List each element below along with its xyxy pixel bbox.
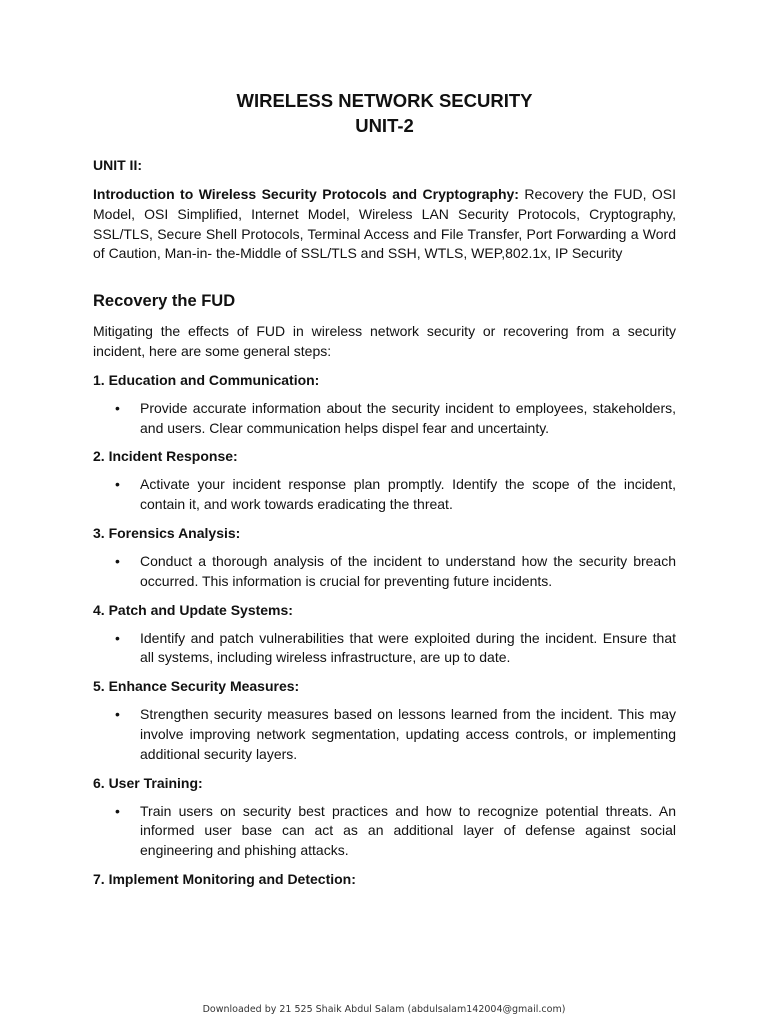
download-footer: Downloaded by 21 525 Shaik Abdul Salam (abdulsalam142004@gmail.com) <box>202 1004 566 1015</box>
step-bullet-text: Train users on security best practices and how to recognize potential threats. An informed user base can act as an additional layer of defense against social engineering and phishing attacks. <box>140 802 676 859</box>
step-bullet-text: Conduct a thorough analysis of the incident to understand how the security breach occurred. This information is crucial for preventing future incidents. <box>140 552 676 589</box>
step-item <box>93 370 676 439</box>
bullet-dot-icon: • <box>115 629 120 646</box>
step-item <box>93 676 676 764</box>
document-page <box>93 88 676 889</box>
step-item <box>93 446 676 515</box>
bullet-dot-icon: • <box>115 802 120 819</box>
step-item <box>93 773 676 861</box>
bullet-dot-icon: • <box>115 552 120 569</box>
step-bullet-text: Identify and patch vulnerabilities that were exploited during the incident. Ensure that all systems, including wireless infrastructure, are up to date. <box>140 629 676 666</box>
step-item <box>93 523 676 592</box>
step-heading: 5. Enhance Security Measures: <box>93 678 300 695</box>
intro-paragraph <box>93 185 676 264</box>
step-heading: 7. Implement Monitoring and Detection: <box>93 870 356 887</box>
bullet-dot-icon: • <box>115 476 120 493</box>
step-bullet <box>93 629 676 669</box>
step-bullet <box>93 802 676 861</box>
step-bullet <box>93 552 676 592</box>
step-heading: 6. User Training: <box>93 774 203 791</box>
step-heading: 1. Education and Communication: <box>93 371 320 388</box>
bullet-dot-icon: • <box>115 706 120 723</box>
steps-list <box>93 370 676 889</box>
step-bullet <box>93 399 676 439</box>
unit-label: UNIT II: <box>93 157 142 173</box>
lead-paragraph: Mitigating the effects of FUD in wireless network security or recovering from a security incident, here are some general steps: <box>93 323 676 359</box>
step-bullet-text: Activate your incident response plan promptly. Identify the scope of the incident, contain it, and work towards eradicating the threat. <box>140 476 676 513</box>
intro-bold-lead: Introduction to Wireless Security Protocols and Cryptography: <box>93 186 519 202</box>
step-heading: 3. Forensics Analysis: <box>93 524 241 541</box>
step-item <box>93 600 676 669</box>
step-bullet <box>93 705 676 764</box>
document-title-line1: WIRELESS NETWORK SECURITY <box>236 90 533 111</box>
step-bullet-text: Provide accurate information about the security incident to employees, stakeholders, and users. Clear communication helps dispel fear and uncertainty. <box>140 399 676 436</box>
step-bullet-text: Strengthen security measures based on lessons learned from the incident. This may involve improving network segmentation, updating access controls, or implementing additional security layers. <box>140 706 676 762</box>
step-bullet <box>93 475 676 515</box>
intro-text: Recovery the FUD, OSI Model, OSI Simplified, Internet Model, Wireless LAN Security Protocols, Cryptography, SSL/TLS, Secure Shell Protocols, Terminal Access and File Transfer, Port Forwarding a Word of Caution, Man-in- the-Middle of SSL/TLS and SSH, WTLS, WEP,802.1x, IP Security <box>93 186 676 262</box>
step-heading: 2. Incident Response: <box>93 448 238 465</box>
step-item <box>93 869 676 889</box>
section-heading: Recovery the FUD <box>93 292 236 311</box>
document-title-line2: UNIT-2 <box>355 115 414 136</box>
bullet-dot-icon: • <box>115 399 120 416</box>
step-heading: 4. Patch and Update Systems: <box>93 601 293 618</box>
